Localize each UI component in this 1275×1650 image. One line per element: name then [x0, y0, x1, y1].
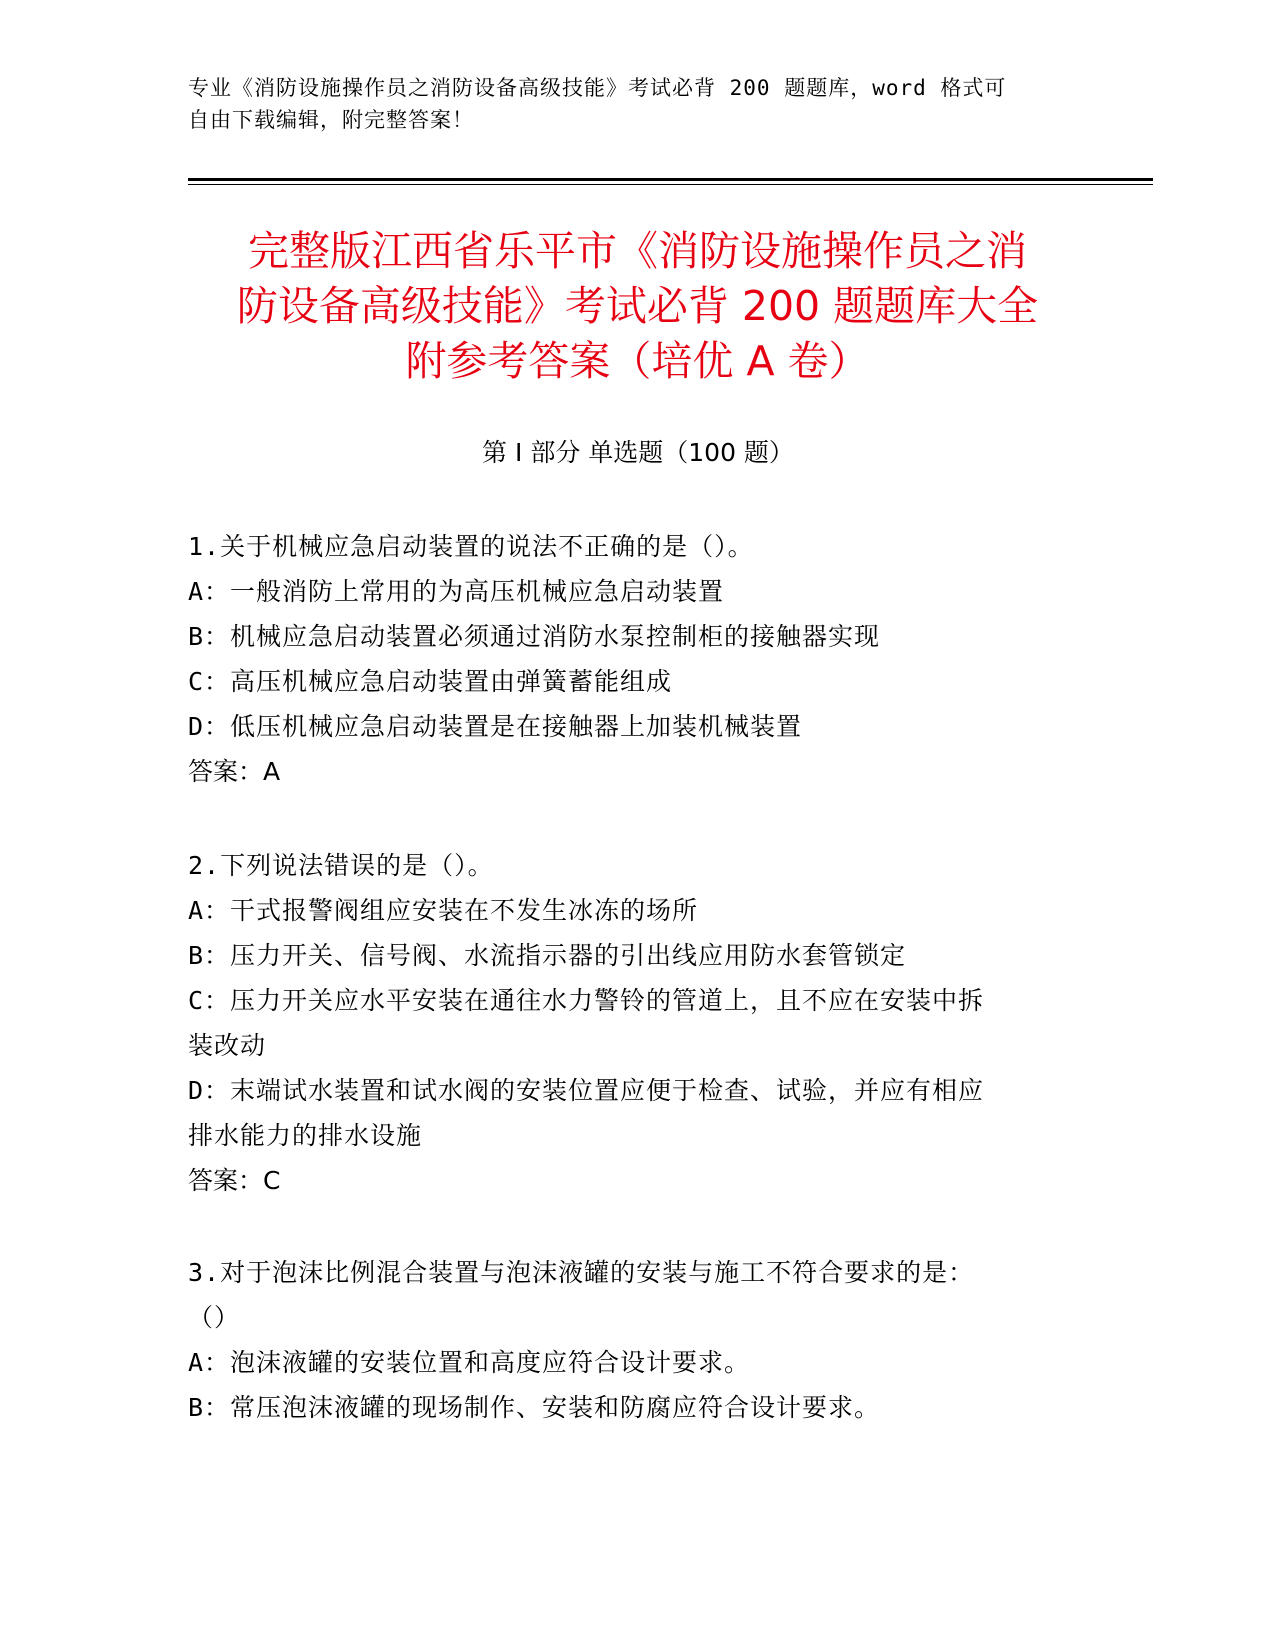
option-c: C：压力开关应水平安装在通往水力警铃的管道上，且不应在安装中拆 [188, 986, 985, 1015]
answer-line: 答案：C [188, 1166, 281, 1195]
option-d: D：低压机械应急启动装置是在接触器上加装机械装置 [188, 712, 803, 741]
header-note-line: 专业《消防设施操作员之消防设备高级技能》考试必背 200 题题库，word 格式可 [188, 76, 1007, 100]
question-stem: 3.对于泡沫比例混合装置与泡沫液罐的安装与施工不符合要求的是： [188, 1258, 975, 1287]
question-block [188, 524, 1068, 794]
question-stem: 2.下列说法错误的是（）。 [188, 851, 494, 880]
header-note-line: 自由下载编辑，附完整答案！ [188, 108, 474, 132]
question-block [188, 1250, 1068, 1430]
option-b: B：压力开关、信号阀、水流指示器的引出线应用防水套管锁定 [188, 941, 907, 970]
option-a: A：一般消防上常用的为高压机械应急启动装置 [188, 577, 725, 606]
title-line: 附参考答案（培优 A 卷） [405, 337, 870, 385]
option-c-continued: 装改动 [188, 1031, 267, 1060]
question-stem-continued: （） [188, 1303, 241, 1332]
section-heading: 第 I 部分 单选题（100 题） [482, 438, 794, 467]
option-d-continued: 排水能力的排水设施 [188, 1121, 423, 1150]
header-rule-thick [188, 178, 1153, 181]
option-c: C：高压机械应急启动装置由弹簧蓄能组成 [188, 667, 673, 696]
question-block [188, 843, 1068, 1203]
document-title [180, 224, 1095, 389]
answer-line: 答案：A [188, 757, 281, 786]
title-line: 防设备高级技能》考试必背 200 题题库大全 [236, 282, 1039, 330]
option-b: B：常压泡沫液罐的现场制作、安装和防腐应符合设计要求。 [188, 1393, 881, 1422]
option-b: B：机械应急启动装置必须通过消防水泵控制柜的接触器实现 [188, 622, 881, 651]
option-d: D：末端试水装置和试水阀的安装位置应便于检查、试验，并应有相应 [188, 1076, 985, 1105]
option-a: A：干式报警阀组应安装在不发生冰冻的场所 [188, 896, 699, 925]
title-line: 完整版江西省乐平市《消防设施操作员之消 [248, 227, 1027, 275]
header-note [188, 72, 1068, 136]
option-a: A：泡沫液罐的安装位置和高度应符合设计要求。 [188, 1348, 751, 1377]
question-stem: 1.关于机械应急启动装置的说法不正确的是（）。 [188, 532, 754, 561]
header-rule-thin [188, 184, 1153, 185]
